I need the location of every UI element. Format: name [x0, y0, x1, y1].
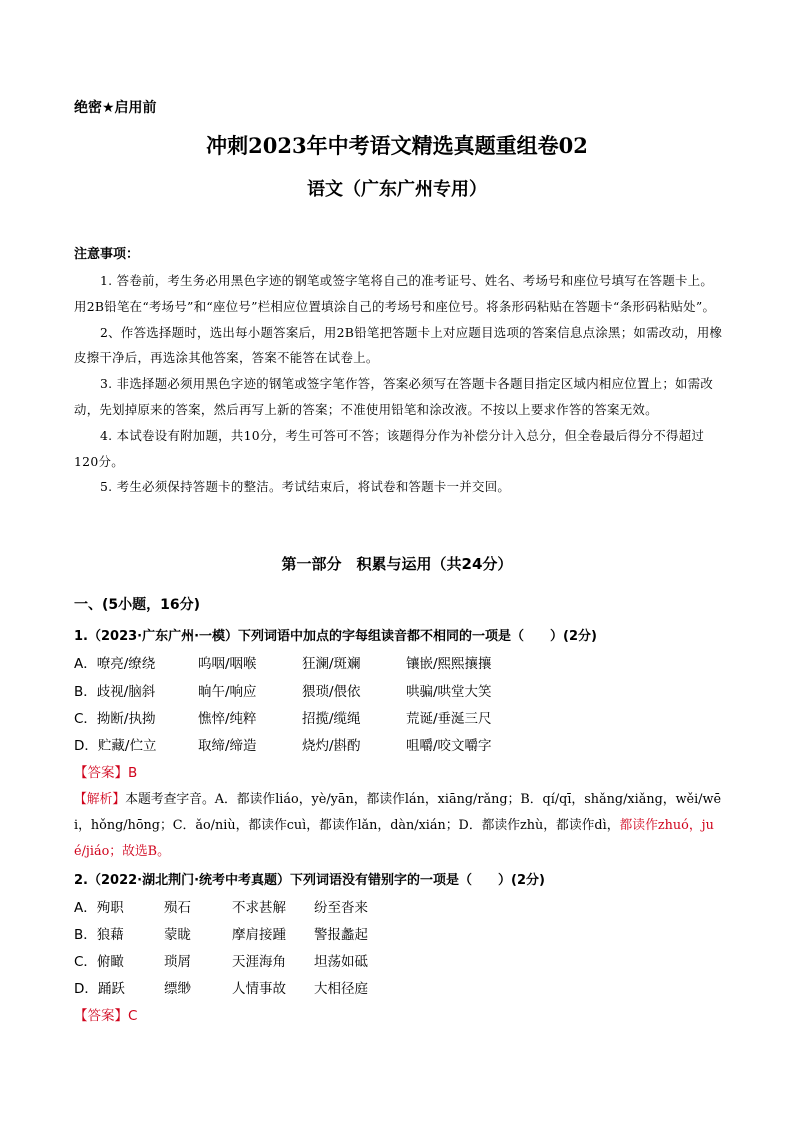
option-text: A．嘹亮/缭绕 [74, 656, 156, 672]
answer-label: 【答案】 [74, 1008, 128, 1024]
answer-value: B [128, 765, 138, 781]
option-text: 警报蠡起 [314, 927, 368, 943]
notice-item: 1. 答卷前，考生务必用黑色字迹的钢笔或签字笔将自己的准考证号、姓名、考场号和座位号填写在答题卡上。用2B铅笔在“考场号”和“座位号”栏相应位置填涂自己的考场号和座位号。将条形码粘贴在答题卡“条形码粘贴处”。 [74, 273, 716, 314]
option-text: 憔悴/纯粹 [198, 711, 257, 727]
option-text: 呜咽/咽喉 [198, 656, 257, 672]
answer-label: 【答案】 [74, 765, 128, 781]
notice-heading: 注意事项： [74, 247, 140, 262]
option-text: A．殉职 [74, 900, 124, 916]
option-text: 哄骗/哄堂大笑 [406, 684, 492, 700]
answer-value: C [128, 1008, 138, 1024]
page-subtitle: 语文（广东广州专用） [307, 179, 487, 200]
option-text: 殒石 [164, 900, 191, 916]
option-text: 取缔/缔造 [198, 738, 257, 754]
option-text: C．俯瞰 [74, 954, 124, 970]
option-text: B．歧视/脑斜 [74, 684, 156, 700]
option-text: 蒙眬 [164, 927, 191, 943]
question-1-analysis [74, 787, 724, 865]
option-text: 猥琐/偎依 [302, 684, 361, 700]
option-text: 缥缈 [164, 981, 191, 997]
option-text: 天涯海角 [232, 954, 286, 970]
notice-item: 5. 考生必须保持答题卡的整洁。考试结束后，将试卷和答题卡一并交回。 [100, 479, 511, 495]
notice-item: 2、作答选择题时，选出每小题答案后，用2B铅笔把答题卡上对应题目选项的答案信息点涂黑；如需改动，用橡皮擦干净后，再选涂其他答案，答案不能答在试卷上。 [74, 324, 723, 366]
option-text: 狂澜/斑斓 [302, 656, 361, 672]
analysis-label: 【解析】 [74, 792, 126, 807]
option-text: 人情事故 [232, 981, 286, 997]
question-2-answer [74, 1004, 137, 1024]
option-text: 咀嚼/咬文嚼字 [406, 738, 492, 754]
option-text: 纷至沓来 [314, 900, 368, 916]
option-text: 烧灼/斟酌 [302, 738, 361, 754]
option-text: 荒诞/垂涎三尺 [406, 711, 492, 727]
option-text: 招揽/缆绳 [302, 711, 361, 727]
option-text: D．贮藏/伫立 [74, 738, 157, 754]
question-1-stem: 1.（2023·广东广州·一模）下列词语中加点的字每组读音都不相同的一项是（ ）(2分) [74, 629, 597, 644]
option-text: 摩肩接踵 [232, 927, 286, 943]
option-text: 琐屑 [164, 954, 191, 970]
page-title: 冲刺2023年中考语文精选真题重组卷02 [206, 133, 588, 158]
option-text: 坦荡如砥 [314, 954, 368, 970]
option-text: 镶嵌/熙熙攘攘 [406, 656, 492, 672]
part-title: 第一部分 积累与运用（共24分） [281, 555, 513, 573]
option-text: 晌午/响应 [198, 684, 257, 700]
analysis-text: 本题考查字音。A．都读作liáo，yè/yān，都读作lán，xiāng/rǎng；B．qí/qī，shǎng/xiǎng，wěi/wēi，hǒng/hōng；C．ǎo/niù，都读作cuì，都读作lǎn，dàn/xián；D．都读作zhù，都读作dì， [74, 792, 722, 833]
section-heading: 一、(5小题，16分) [74, 597, 201, 613]
analysis-text-red: 都读作zhuó，jué/jiáo；故选B。 [74, 818, 714, 859]
option-text: D．踊跃 [74, 981, 125, 997]
option-text: 大相径庭 [314, 981, 368, 997]
notice-item: 4. 本试卷设有附加题，共10分，考生可答可不答；该题得分作为补偿分计入总分，但全卷最后得分不得超过120分。 [74, 427, 705, 469]
option-text: B．狼藉 [74, 927, 124, 943]
notice-list [74, 268, 724, 500]
question-1-answer [74, 761, 137, 781]
option-text: 不求甚解 [232, 900, 286, 916]
question-2-stem: 2.（2022·湖北荆门·统考中考真题）下列词语没有错别字的一项是（ ）(2分) [74, 873, 545, 888]
secret-label: 绝密★启用前 [74, 100, 157, 116]
option-text: C．拗断/执拗 [74, 711, 156, 727]
notice-item: 3. 非选择题必须用黑色字迹的钢笔或签字笔作答，答案必须写在答题卡各题目指定区域内相应位置上；如需改动，先划掉原来的答案，然后再写上新的答案；不准使用铅笔和涂改液。不按以上要求作答的答案无效。 [74, 376, 714, 417]
